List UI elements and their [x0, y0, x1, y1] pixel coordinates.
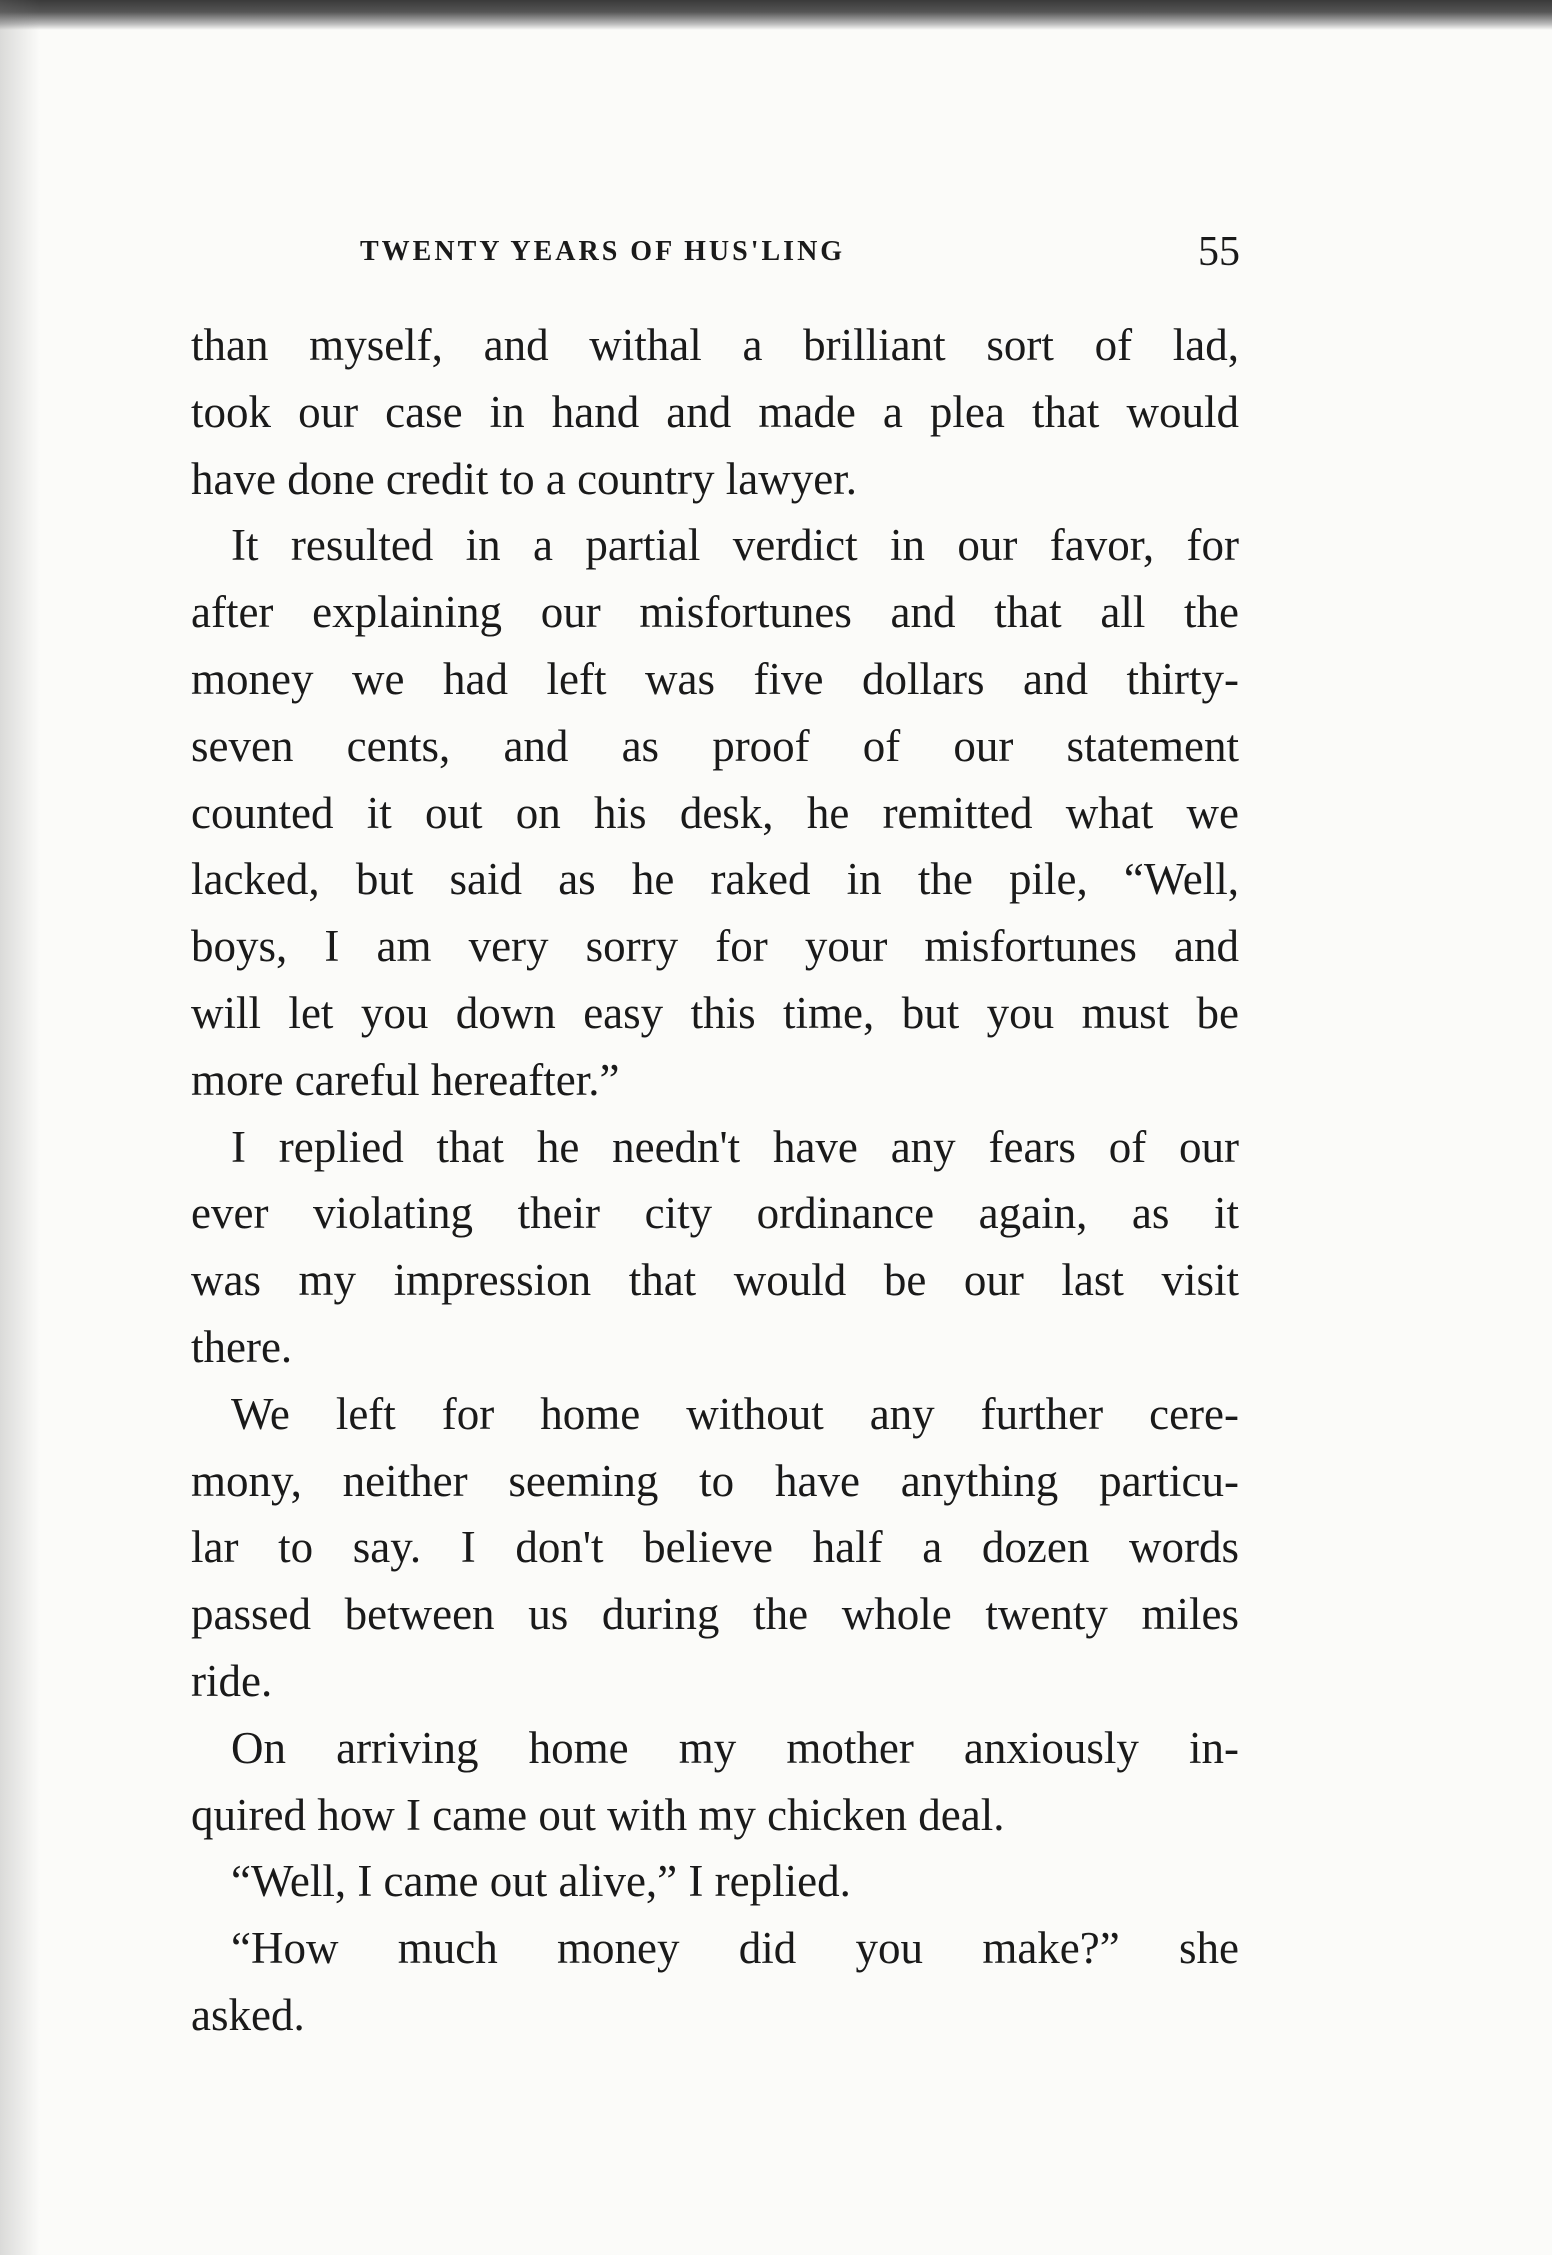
text-line: counted it out on his desk, he remitted what we	[191, 787, 1239, 838]
paragraph	[191, 1381, 1239, 1715]
text-line: took our case in hand and made a plea that would	[191, 386, 1239, 437]
text-line: have done credit to a country lawyer.	[191, 453, 857, 504]
text-line: money we had left was five dollars and thirty-	[191, 653, 1239, 704]
text-line: boys, I am very sorry for your misfortunes and	[191, 921, 1239, 972]
text-line: I replied that he needn't have any fears of our	[231, 1121, 1239, 1172]
text-line: “How much money did you make?” she	[231, 1923, 1239, 1974]
text-line: there.	[191, 1321, 293, 1372]
text-line: “Well, I came out alive,” I replied.	[231, 1856, 851, 1907]
paragraph	[191, 1848, 1239, 1915]
text-line: after explaining our misfortunes and that all the	[191, 587, 1239, 638]
page-body	[191, 312, 1239, 2049]
text-line: passed between us during the whole twenty miles	[191, 1589, 1239, 1640]
text-line: ever violating their city ordinance again, as it	[191, 1188, 1239, 1239]
text-line: On arriving home my mother anxiously in-	[231, 1722, 1239, 1773]
text-line: lacked, but said as he raked in the pile, “Well,	[191, 854, 1239, 905]
paragraph	[191, 312, 1239, 512]
text-line: was my impression that would be our last visit	[191, 1255, 1239, 1306]
paragraph	[191, 512, 1239, 1113]
paragraph	[191, 1715, 1239, 1849]
page-number: 55	[1198, 229, 1240, 275]
text-line: more careful hereafter.”	[191, 1054, 620, 1105]
paragraph	[191, 1114, 1239, 1381]
paragraph	[191, 1915, 1239, 2049]
text-line: quired how I came out with my chicken deal.	[191, 1789, 1005, 1840]
text-line: ride.	[191, 1655, 273, 1706]
text-line: It resulted in a partial verdict in our favor, for	[231, 520, 1239, 571]
page-header	[360, 228, 1240, 288]
running-title: TWENTY YEARS OF HUS'LING	[360, 236, 846, 267]
text-line: asked.	[191, 1989, 305, 2040]
text-line: lar to say. I don't believe half a dozen words	[191, 1522, 1239, 1573]
text-line: mony, neither seeming to have anything particu-	[191, 1455, 1239, 1506]
text-line: will let you down easy this time, but you must be	[191, 987, 1239, 1038]
page-gutter-shadow	[0, 0, 40, 2255]
text-line: seven cents, and as proof of our statement	[191, 720, 1239, 771]
text-line: We left for home without any further cere-	[231, 1388, 1239, 1439]
page-top-edge	[0, 0, 1552, 30]
text-line: than myself, and withal a brilliant sort of lad,	[191, 320, 1239, 370]
